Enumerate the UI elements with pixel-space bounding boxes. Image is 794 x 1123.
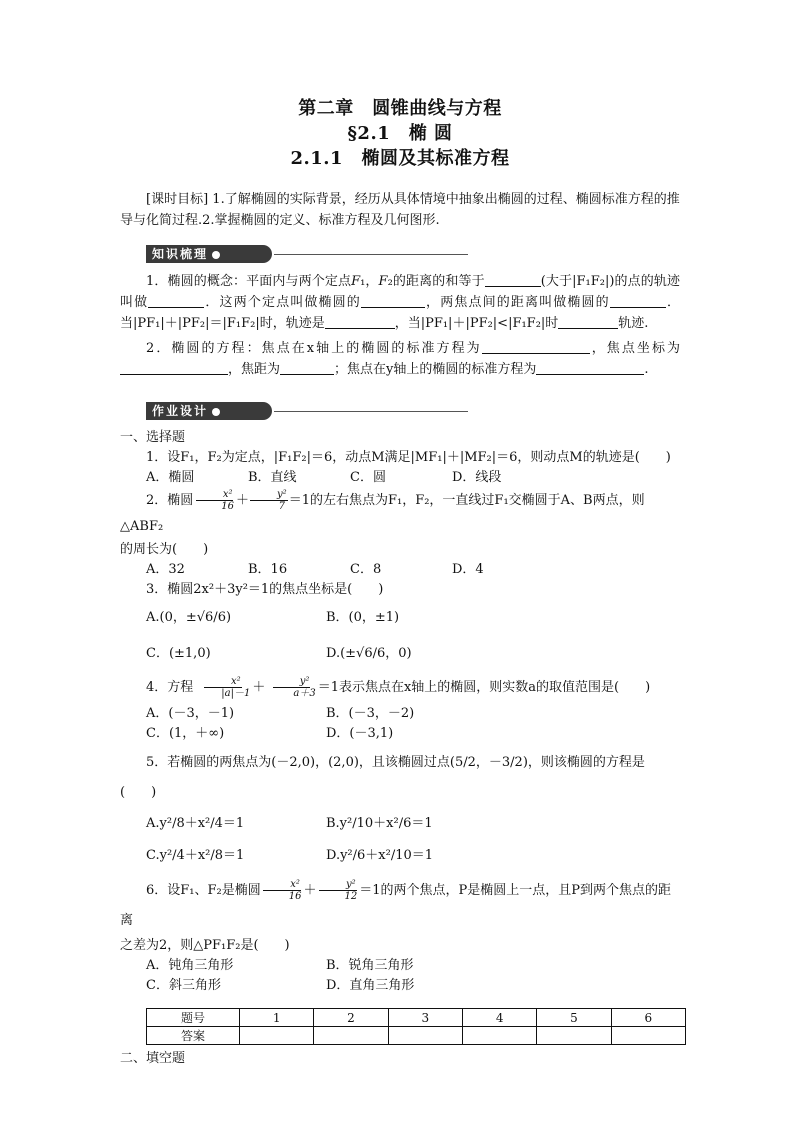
table-cell: 5 bbox=[537, 1009, 611, 1027]
table-cell: 2 bbox=[314, 1009, 388, 1027]
answer-blank[interactable] bbox=[325, 314, 395, 329]
answer-cell[interactable] bbox=[611, 1027, 685, 1045]
question-1: 1．设F₁，F₂为定点，|F₁F₂|＝6，动点M满足|MF₁|＋|MF₂|＝6，则动点M的轨迹是( ) bbox=[146, 450, 671, 465]
option[interactable]: D．直角三角形 bbox=[326, 978, 415, 993]
answer-blank[interactable] bbox=[485, 272, 541, 287]
option[interactable]: C．圆 bbox=[350, 470, 386, 485]
question-3-options-row2 bbox=[120, 636, 680, 672]
question-6-cont: 之差为2，则△PF₁F₂是( ) bbox=[120, 938, 290, 953]
fraction: $\frac{\text{y²}}{12}$ bbox=[317, 879, 358, 902]
answer-cell[interactable] bbox=[537, 1027, 611, 1045]
part-heading-choice: 一、选择题 bbox=[120, 430, 186, 445]
goal-text: 1.了解椭圆的实际背景，经历从具体情境中抽象出椭圆的过程、椭圆标准方程的推导与化简过程.2.掌握椭圆的定义、标准方程及几何图形. bbox=[120, 192, 680, 228]
fraction: $\frac{\text{x²}}{16}$ bbox=[262, 879, 303, 902]
question-5-options-row1 bbox=[120, 808, 680, 840]
answer-blank[interactable] bbox=[148, 293, 204, 308]
option[interactable]: D．(－3,1) bbox=[326, 726, 394, 741]
question-2: 2．椭圆 $\frac{\text{x²}}{16}$ ＋ $\frac{\text{y²}}{7}$ ＝1的左右焦点为F₁，F₂，一直线过F₁交椭圆于A、B两点，则△ABF₂ bbox=[120, 489, 645, 534]
question-2-cont: 的周长为( ) bbox=[120, 542, 209, 557]
lesson-goal bbox=[120, 189, 680, 231]
part-heading-fill: 二、填空题 bbox=[120, 1051, 186, 1066]
fraction: $\frac{\text{y²}}{7}$ bbox=[250, 489, 288, 512]
option[interactable]: B.y²/10＋x²/6＝1 bbox=[326, 816, 433, 831]
fraction: $\frac{\text{x²}}{|a|-1}$ bbox=[194, 676, 251, 699]
question-5: 5．若椭圆的两焦点为(－2,0)，(2,0)，且该椭圆过点(5/2，－3/2)，则该椭圆的方程是( ) bbox=[120, 755, 645, 800]
question-6-options-row2 bbox=[120, 976, 680, 996]
table-header-cell: 答案 bbox=[147, 1027, 240, 1045]
option[interactable]: B．(－3，－2) bbox=[326, 706, 415, 721]
answer-blank[interactable] bbox=[280, 360, 334, 375]
option[interactable]: D.y²/6＋x²/10＝1 bbox=[326, 848, 434, 863]
chapter-title: 第二章 圆锥曲线与方程 bbox=[298, 98, 502, 119]
option[interactable]: A．椭圆 bbox=[146, 470, 195, 485]
table-cell: 3 bbox=[388, 1009, 462, 1027]
table-row bbox=[147, 1027, 686, 1045]
question-4: 4．方程 $\frac{\text{x²}}{|a|-1}$ ＋ $\frac{\text{y²}}{a+3}$ ＝1表示焦点在x轴上的椭圆，则实数a的取值范围是( ) bbox=[146, 676, 651, 699]
question-6: 6．设F₁、F₂是椭圆 $\frac{\text{x²}}{16}$ ＋ $\frac{\text{y²}}{12}$ ＝1的两个焦点，P是椭圆上一点，且P到两个焦点的距离 bbox=[120, 879, 671, 928]
answer-cell[interactable] bbox=[388, 1027, 462, 1045]
answer-blank[interactable] bbox=[558, 314, 618, 329]
section-rule bbox=[274, 411, 468, 412]
table-row bbox=[147, 1009, 686, 1027]
option[interactable]: B．(0，±1) bbox=[326, 610, 400, 625]
option[interactable]: A.y²/8＋x²/4＝1 bbox=[146, 816, 245, 831]
dot-icon bbox=[212, 408, 220, 416]
option[interactable]: D．线段 bbox=[452, 470, 502, 485]
option[interactable]: A．32 bbox=[146, 562, 185, 577]
option[interactable]: A.(0，±√6/6) bbox=[146, 610, 232, 625]
option[interactable]: D．4 bbox=[452, 562, 484, 577]
knowledge-item-1: 1．椭圆的概念：平面内与两个定点F₁，F₂的距离的和等于 (大于|F₁F₂|)的点的轨迹叫做 ．这两个定点叫做椭圆的 ，两焦点间的距离叫做椭圆的 ．当|PF₁|＋|PF₂|＝|F₁F₂|时，轨迹是 ，当|PF₁|＋|PF₂|<|F₁F₂|时 轨迹. bbox=[120, 274, 680, 331]
knowledge-item-2: 2．椭圆的方程：焦点在x轴上的椭圆的标准方程为 ，焦点坐标为，焦距为 ；焦点在y轴上的椭圆的标准方程为 . bbox=[120, 338, 680, 380]
option[interactable]: C．(±1,0) bbox=[146, 646, 211, 661]
option[interactable]: C．斜三角形 bbox=[146, 978, 221, 993]
answer-cell[interactable] bbox=[314, 1027, 388, 1045]
question-6-options-row1 bbox=[120, 956, 680, 976]
answer-blank[interactable] bbox=[361, 293, 425, 308]
table-cell: 6 bbox=[611, 1009, 685, 1027]
answer-table bbox=[146, 1008, 686, 1045]
dot-icon bbox=[212, 251, 220, 259]
option[interactable]: A．钝角三角形 bbox=[146, 958, 234, 973]
question-4-options-row1 bbox=[120, 704, 680, 724]
table-header-cell: 题号 bbox=[147, 1009, 240, 1027]
option[interactable]: B．16 bbox=[248, 562, 288, 577]
subsection-title: 2.1.1 椭圆及其标准方程 bbox=[290, 148, 510, 169]
fraction: $\frac{\text{y²}}{a+3}$ bbox=[266, 676, 316, 699]
answer-cell[interactable] bbox=[240, 1027, 314, 1045]
option[interactable]: C．8 bbox=[350, 562, 382, 577]
option[interactable]: B．直线 bbox=[248, 470, 297, 485]
answer-blank[interactable] bbox=[610, 293, 666, 308]
knowledge-section-label: 知识梳理 bbox=[146, 245, 272, 263]
question-2-options bbox=[120, 560, 680, 580]
answer-blank[interactable] bbox=[536, 360, 644, 375]
table-cell: 4 bbox=[462, 1009, 536, 1027]
option[interactable]: D.(±√6/6，0) bbox=[326, 646, 412, 661]
option[interactable]: A．(－3，－1) bbox=[146, 706, 235, 721]
question-3: 3．椭圆2x²＋3y²＝1的焦点坐标是( ) bbox=[146, 582, 384, 597]
question-4-options-row2 bbox=[120, 724, 680, 744]
question-1-options bbox=[120, 468, 680, 488]
knowledge-section-header bbox=[120, 245, 680, 265]
section-title: §2.1 椭 圆 bbox=[347, 123, 453, 144]
answer-blank[interactable] bbox=[120, 360, 228, 375]
question-5-options-row2 bbox=[120, 840, 680, 872]
answer-cell[interactable] bbox=[462, 1027, 536, 1045]
worksheet-page bbox=[120, 96, 680, 1069]
fraction: $\frac{\text{x²}}{16}$ bbox=[194, 489, 235, 512]
goal-tag: [课时目标] bbox=[146, 192, 209, 207]
homework-section-label: 作业设计 bbox=[146, 402, 272, 420]
table-cell: 1 bbox=[240, 1009, 314, 1027]
option[interactable]: B．锐角三角形 bbox=[326, 958, 414, 973]
answer-blank[interactable] bbox=[482, 339, 590, 354]
section-rule bbox=[274, 254, 468, 255]
option[interactable]: C.y²/4＋x²/8＝1 bbox=[146, 848, 245, 863]
option[interactable]: C．(1，＋∞) bbox=[146, 726, 225, 741]
question-3-options-row1 bbox=[120, 600, 680, 636]
homework-section-header bbox=[120, 402, 680, 422]
